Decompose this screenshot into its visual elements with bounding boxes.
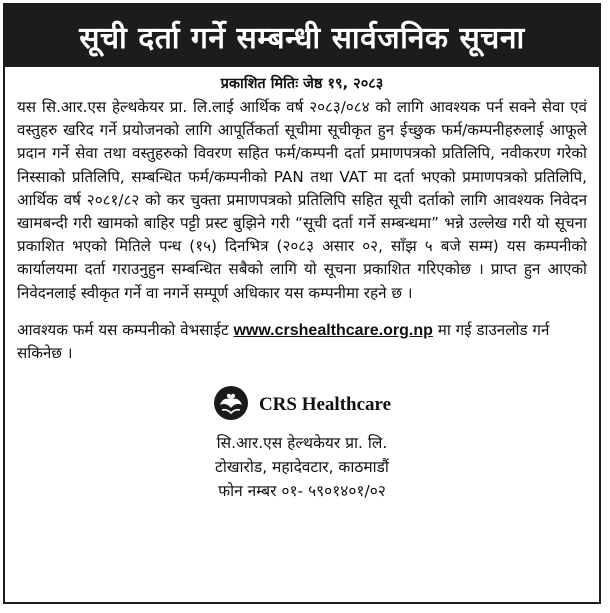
notice-title: सूची दर्ता गर्ने सम्बन्धी सार्वजनिक सूचना bbox=[79, 20, 525, 56]
published-date: प्रकाशित मितिः जेष्ठ १९, २०८३ bbox=[220, 76, 384, 92]
address-block bbox=[5, 431, 599, 503]
brand-block bbox=[5, 385, 599, 425]
company-name: सि.आर.एस हेल्थकेयर प्रा. लि. bbox=[216, 434, 388, 453]
download-instructions bbox=[17, 319, 587, 365]
notice-body: यस सि.आर.एस हेल्थकेयर प्रा. लि.लाई आर्थिक वर्ष २०८३/०८४ को लागि आवश्यक पर्न सक्ने सेवा एवं वस्तुहरु खरिद गर्ने प्रयोजनको लागि आपूर्तिकर्ता सूचीमा सूचीकृत हुन ईच्छुक फर्म/कम्पनीहरुलाई आफूले प्रदान गर्ने सेवा तथा वस्तुहरुको विवरण सहित फर्म/कम्पनी दर्ता प्रमाणपत्रको प्रतिलिपि, नवीकरण गरेको निस्साको प्रतिलिपि, सम्बन्धित फर्म/कम्पनीको PAN तथा VAT मा दर्ता भएको प्रमाणपत्रको प्रतिलिपि, आर्थिक वर्ष २०८१/८२ को कर चुक्ता प्रमाणपत्रको प्रतिलिपि सहित सूची दर्ताको लागि आवश्यक निवेदन खामबन्दी गरी खामको बाहिर पट्टी प्रस्ट बुझिने गरी “सूची दर्ता गर्ने सम्बन्धमा” भन्ने उल्लेख गरी यो सूचना प्रकाशित भएको मितिले पन्ध (१५) दिनभित्र (२०८३ असार ०२, साँझ ५ बजे सम्म) यस कम्पनीको कार्यालयमा दर्ता गराउनुहुन सम्बन्धित सबैको लागि यो सूचना प्रकाशित गरिएकोछ । प्राप्त हुन आएको निवेदनलाई स्वीकृत गर्ने वा नगर्ने सम्पूर्ण अधिकार यस कम्पनीमा रहने छ । bbox=[17, 98, 587, 302]
hands-heart-logo-icon bbox=[213, 385, 249, 425]
public-notice bbox=[3, 3, 601, 604]
brand-name: CRS Healthcare bbox=[258, 394, 392, 416]
download-prefix: आवश्यक फर्म यस कम्पनीको वेभसाईट bbox=[17, 320, 229, 339]
notice-title-bar bbox=[5, 5, 599, 67]
company-phone: फोन नम्बर ०१- ५९०१४०१/०२ bbox=[218, 482, 386, 501]
website-link[interactable]: www.crshealthcare.org.np bbox=[233, 321, 433, 339]
download-suffix: मा गई डाउनलोड गर्न सकिनेछ । bbox=[17, 320, 550, 363]
company-location: टोखारोड, महादेवटार, काठमाडौं bbox=[215, 458, 389, 477]
